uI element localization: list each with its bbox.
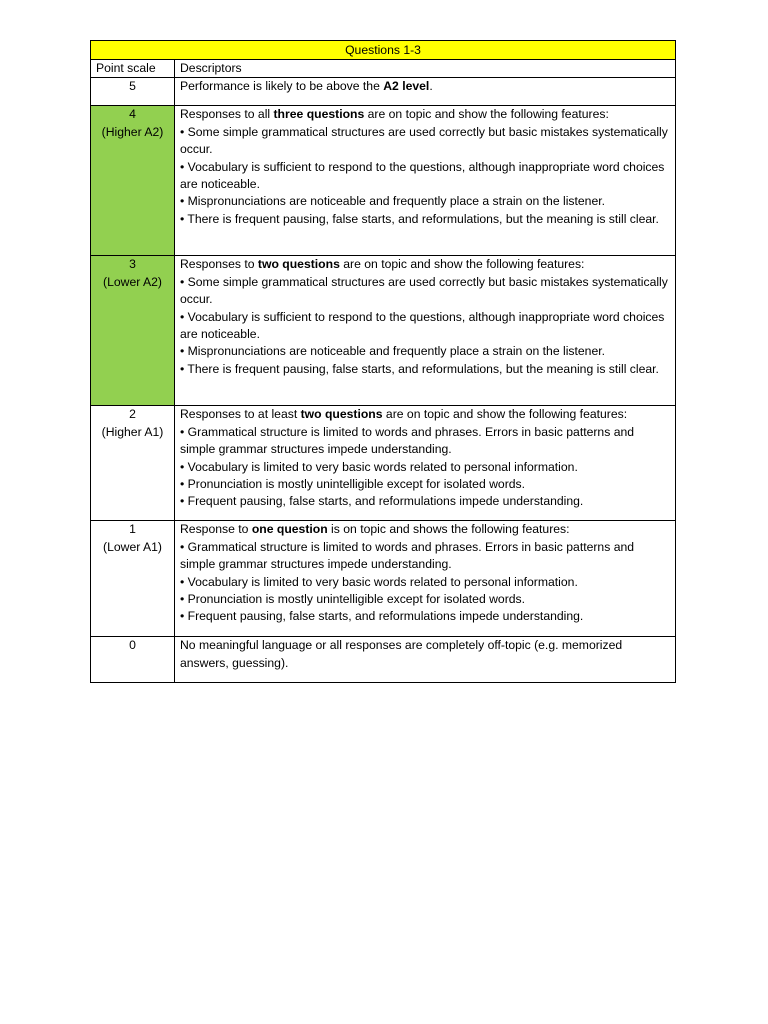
score-level: (Higher A1) [101, 424, 164, 439]
descriptor-intro-line [180, 256, 670, 273]
descriptor-bullet: • Mispronunciations are noticeable and frequently place a strain on the listener. [180, 344, 605, 359]
score-value: 1 [129, 522, 136, 537]
score-cell [91, 637, 175, 683]
descriptor-intro-line [180, 406, 670, 423]
score-value: 4 [129, 107, 136, 122]
descriptor-cell [175, 256, 676, 406]
score-row-0 [91, 637, 676, 683]
descriptor-bullet: • Vocabulary is sufficient to respond to the questions, although inappropriate word choices are noticeable. [180, 159, 665, 192]
descriptor-intro-end: are on topic and show the following features: [382, 407, 628, 422]
descriptor-intro-end: are on topic and show the following features: [364, 107, 609, 122]
score-row-2 [91, 406, 676, 521]
descriptor-bullet: • There is frequent pausing, false starts, and reformulations, but the meaning is still clear. [180, 211, 659, 226]
descriptor-bullet: • Vocabulary is limited to very basic words related to personal information. [180, 459, 578, 474]
descriptor-intro: No meaningful language or all responses are completely off-topic (e.g. memorized answers, guessing). [180, 638, 623, 670]
descriptor-intro-bold: A2 level [383, 79, 430, 94]
descriptor-bullet: • Some simple grammatical structures are used correctly but basic mistakes systematically occur. [180, 274, 668, 307]
header-row [91, 60, 676, 78]
score-row-1 [91, 521, 676, 637]
score-value: 0 [129, 638, 136, 653]
score-value: 2 [129, 407, 136, 422]
descriptor-intro-bold: two questions [300, 407, 383, 422]
descriptor-intro-bold: one question [251, 522, 328, 537]
score-value: 5 [129, 79, 136, 94]
score-level: (Higher A2) [101, 124, 164, 139]
score-cell [91, 406, 175, 521]
descriptor-bullet: • Vocabulary is sufficient to respond to the questions, although inappropriate word choices are noticeable. [180, 309, 665, 342]
descriptor-cell [175, 637, 676, 683]
score-row-4 [91, 106, 676, 256]
descriptor-intro-line [180, 521, 670, 538]
score-row-5 [91, 78, 676, 106]
descriptor-cell [175, 406, 676, 521]
descriptor-bullet: • Vocabulary is limited to very basic words related to personal information. [180, 574, 578, 589]
descriptor-bullet: • Frequent pausing, false starts, and reformulations impede understanding. [180, 609, 584, 624]
descriptor-intro: Responses to [180, 257, 258, 272]
descriptor-bullet: • Pronunciation is mostly unintelligible except for isolated words. [180, 592, 526, 607]
descriptor-bullet: • Pronunciation is mostly unintelligible except for isolated words. [180, 477, 526, 492]
descriptor-intro-bold: three questions [273, 107, 365, 122]
descriptor-intro: Responses to at least [180, 407, 301, 422]
score-cell [91, 106, 175, 256]
descriptor-bullet: • Grammatical structure is limited to words and phrases. Errors in basic patterns and simple grammar structures impede understanding. [180, 424, 635, 457]
descriptor-bullet: • There is frequent pausing, false starts, and reformulations, but the meaning is still clear. [180, 361, 659, 376]
descriptor-intro-end: is on topic and shows the following features: [327, 522, 570, 537]
descriptor-intro: Response to [180, 522, 252, 537]
descriptor-bullet: • Grammatical structure is limited to words and phrases. Errors in basic patterns and simple grammar structures impede understanding. [180, 539, 635, 572]
score-level: (Lower A1) [103, 539, 162, 554]
descriptor-bullet: • Mispronunciations are noticeable and frequently place a strain on the listener. [180, 194, 605, 209]
descriptor-intro-bold: two questions [257, 257, 340, 272]
descriptor-bullet: • Some simple grammatical structures are used correctly but basic mistakes systematically occur. [180, 124, 668, 157]
score-row-3 [91, 256, 676, 406]
descriptor-intro-end: are on topic and show the following features: [339, 257, 585, 272]
descriptor-intro-end: . [429, 79, 433, 94]
score-cell [91, 256, 175, 406]
score-cell [91, 78, 175, 106]
rubric-table [90, 40, 676, 683]
descriptor-cell [175, 521, 676, 637]
descriptor-intro-line [180, 106, 670, 123]
table-title: Questions 1-3 [91, 41, 676, 60]
header-point-scale: Point scale [91, 60, 175, 78]
header-descriptors: Descriptors [175, 60, 676, 78]
descriptor-cell [175, 78, 676, 106]
title-row [91, 41, 676, 60]
descriptor-bullet: • Frequent pausing, false starts, and reformulations impede understanding. [180, 494, 584, 509]
descriptor-intro: Responses to all [180, 107, 274, 122]
descriptor-intro: Performance is likely to be above the [180, 79, 384, 94]
score-value: 3 [129, 257, 136, 272]
descriptor-cell [175, 106, 676, 256]
score-level: (Lower A2) [103, 274, 162, 289]
score-cell [91, 521, 175, 637]
